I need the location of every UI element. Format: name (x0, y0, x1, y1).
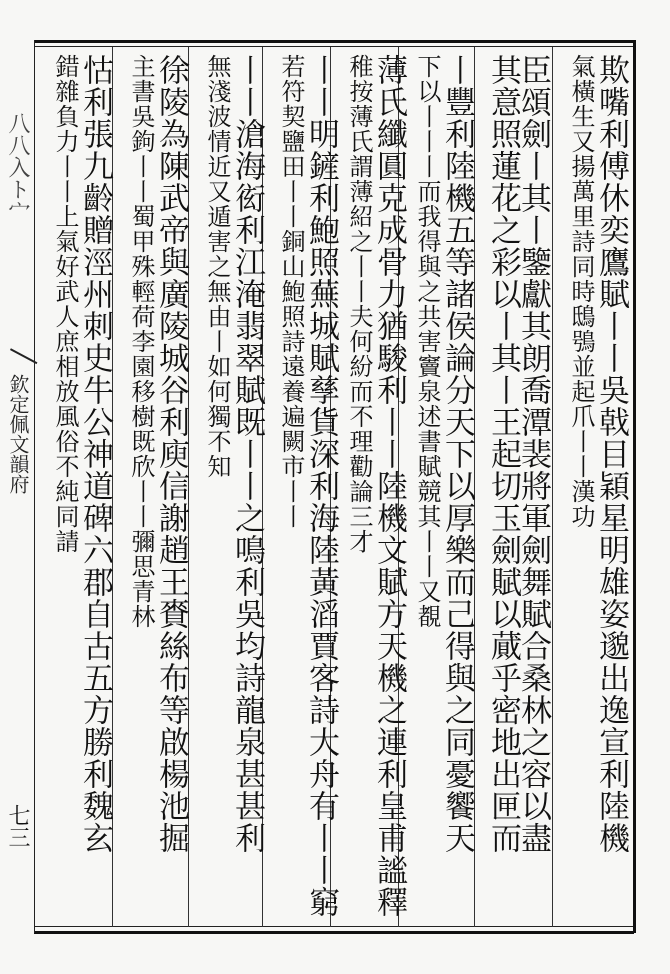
text-column-2: 氣橫生又揚萬里詩同時鴟鴞並起爪丨丨漢功 (567, 54, 595, 529)
frame-bottom-inner-rule (34, 926, 634, 927)
spine-title: 欽定佩文韻府 (6, 374, 30, 494)
frame-bottom-rule (34, 931, 634, 934)
text-column-3: 臣頌劍丨其丨鑒獻其朗喬潭裴將軍劍舞賦合桑林之容以盡 (515, 54, 551, 854)
text-column-1: 欺嘴利傅休奕鷹賦丨丨吳戟目穎星明雄姿邈出逸宣利陸機 (593, 54, 629, 854)
text-column-8: 稚按薄氏謂薄紹之丨丨夫何紛而不理勸論三才 (345, 54, 373, 554)
text-column-12: 無淺波情近又遁害之無由丨如何獨不知 (203, 54, 231, 479)
text-column-15: 怙利張九齡贈涇州刺史牛公神道碑六郡自古五方勝利魏玄 (77, 54, 113, 854)
text-column-14: 主書吳鉤丨丨蜀甲殊輕荷李園移樹既欣丨丨彌思青林 (127, 54, 155, 629)
spine-marks: 八八入ト宀 (5, 112, 30, 222)
frame-top-rule (34, 40, 634, 43)
book-spine (0, 54, 34, 934)
text-column-6: 下以丨丨丨而我得與之共害竇泉述書賦競其丨丨又覩 (413, 54, 441, 629)
text-column-5: 丨豐利陸機五等諸侯論分天下以厚樂而己得與之同憂饗天 (439, 54, 475, 854)
text-column-11: 丨丨滄海衒利江淹翡翠賦既丨丨之鳴利吳均詩龍泉甚甚利 (229, 54, 265, 854)
frame-left-rule (34, 40, 35, 933)
text-column-7: 薄氏纖圓克成骨力猶駿利丨丨陸機文賦方天機之連利皇甫謐釋 (371, 54, 407, 918)
text-column-9: 丨丨明鏟利鮑照蕪城賦孳貨深利海陸黃滔賈客詩大舟有丨丨窮 (303, 54, 339, 918)
text-column-10: 若符契鹽田丨丨銅山鮑照詩遠養遍闕市丨丨 (277, 54, 305, 529)
frame-top-inner-rule (34, 46, 634, 47)
text-column-16: 錯雜負力丨丨上氣好武人庶相放風俗不純同請 (51, 54, 79, 554)
text-column-13: 徐陵為陳武帝與廣陵城谷利庾信謝趙王賚絲布等啟楊池掘 (153, 54, 189, 854)
page-number: 七三 (5, 804, 30, 848)
text-column-4: 其意照蓮花之彩以丨其丨王起切玉劍賦以蕆乎密地出匣而 (485, 54, 521, 854)
